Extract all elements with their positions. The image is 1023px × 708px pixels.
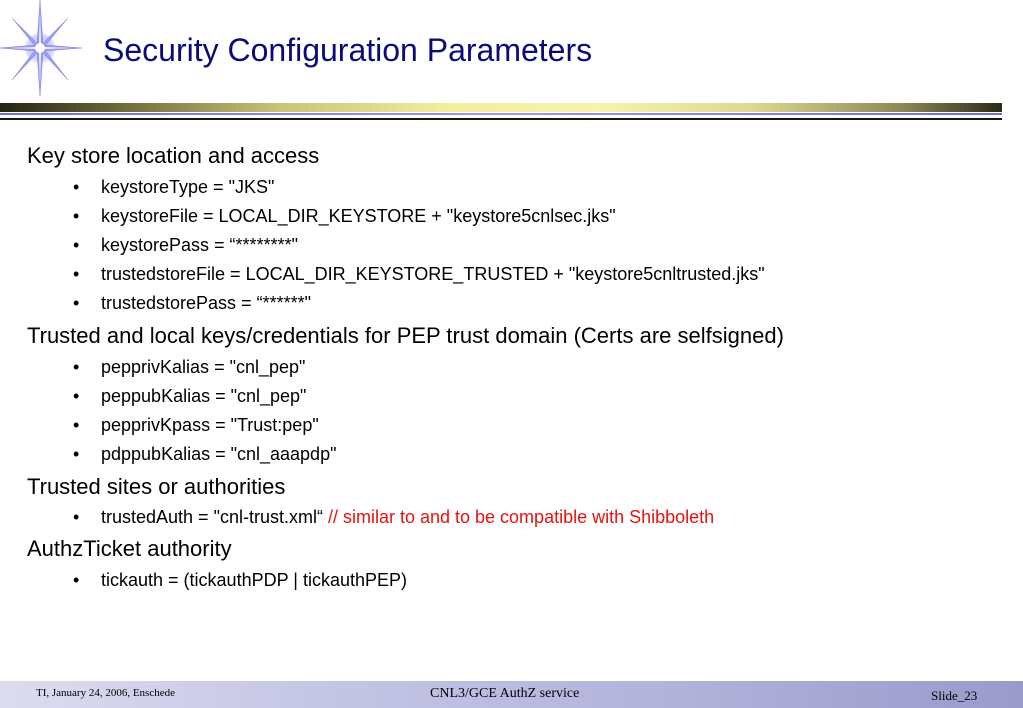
bullet-item	[73, 357, 305, 378]
bullet-text: pepprivKalias = "cnl_pep"	[101, 357, 306, 377]
bullet-icon: •	[73, 206, 80, 226]
slide-footer	[0, 681, 1023, 708]
section-heading: AuthzTicket authority	[27, 536, 232, 561]
bullet-icon: •	[73, 444, 80, 464]
bullet-item	[73, 206, 616, 227]
bullet-icon: •	[73, 357, 80, 377]
section-heading: Key store location and access	[27, 143, 320, 168]
bullet-icon: •	[73, 264, 80, 284]
bullet-icon: •	[73, 177, 80, 197]
bullet-text: peppubKalias = "cnl_pep"	[101, 386, 307, 406]
bullet-item	[73, 507, 714, 528]
bullet-text: keystoreFile = LOCAL_DIR_KEYSTORE + "keystore5cnlsec.jks"	[101, 206, 616, 226]
bullet-text: keystorePass = “********"	[101, 235, 298, 255]
section-heading: Trusted sites or authorities	[27, 474, 286, 499]
footer-date: TI, January 24, 2006, Enschede	[36, 687, 175, 699]
starburst-icon	[0, 0, 90, 100]
bullet-icon: •	[73, 415, 80, 435]
title-divider-bar	[0, 103, 1002, 112]
title-divider-rule	[0, 118, 1002, 120]
bullet-text: trustedstorePass = “******"	[101, 293, 311, 313]
bullet-text: pdppubKalias = "cnl_aaapdp"	[101, 444, 337, 464]
title-divider-line	[0, 113, 1002, 115]
bullet-item	[73, 177, 274, 198]
bullet-item	[73, 415, 319, 436]
slide-title: Security Configuration Parameters	[103, 32, 593, 68]
bullet-text: tickauth = (tickauthPDP | tickauthPEP)	[101, 570, 407, 590]
bullet-item	[73, 444, 336, 465]
bullet-text: keystoreType = "JKS"	[101, 177, 275, 197]
bullet-item	[73, 264, 765, 285]
bullet-icon: •	[73, 386, 80, 406]
bullet-icon: •	[73, 293, 80, 313]
bullet-icon: •	[73, 507, 80, 527]
bullet-item	[73, 235, 298, 256]
footer-title: CNL3/GCE AuthZ service	[430, 686, 580, 701]
bullet-icon: •	[73, 235, 80, 255]
slide-number: Slide_23	[931, 688, 978, 703]
bullet-item	[73, 386, 306, 407]
bullet-item	[73, 293, 311, 314]
bullet-comment: // similar to and to be compatible with Shibboleth	[327, 507, 715, 527]
section-heading: Trusted and local keys/credentials for PEP trust domain (Certs are selfsigned)	[27, 323, 784, 348]
bullet-text: trustedstoreFile = LOCAL_DIR_KEYSTORE_TRUSTED + "keystore5cnltrusted.jks"	[101, 264, 765, 284]
bullet-item	[73, 570, 407, 591]
bullet-icon: •	[73, 570, 80, 590]
bullet-text: pepprivKpass = "Trust:pep"	[101, 415, 319, 435]
bullet-text: trustedAuth = "cnl-trust.xml“	[101, 507, 328, 527]
